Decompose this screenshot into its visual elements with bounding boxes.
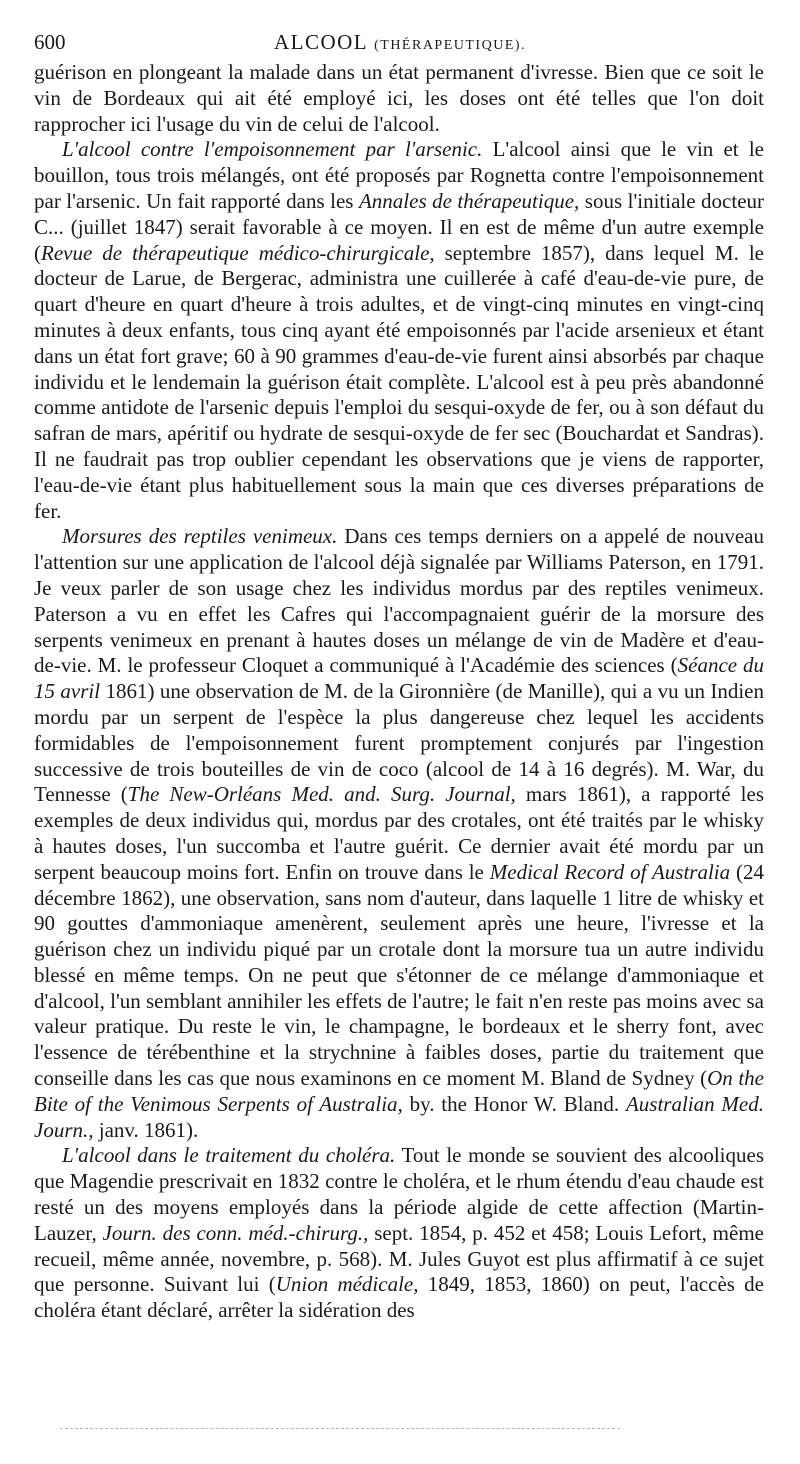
paragraph-text: L'alcool ainsi que le vin et le bouillon, tous trois mélangés, ont été proposés par Rognetta contre l'empoisonnement par l'arsenic. Un fait rapporté dans les	[34, 137, 764, 213]
paragraph-arsenic	[34, 137, 764, 524]
citation-title: Union médicale,	[275, 1272, 419, 1297]
page-header	[34, 28, 766, 56]
section-heading-venomous-bites: Morsures des reptiles venimeux.	[62, 524, 338, 549]
running-head-sub: (THÉRAPEUTIQUE).	[374, 38, 527, 53]
citation-title: Annales de thérapeutique,	[358, 188, 580, 213]
paragraph-venomous-bites	[34, 524, 764, 1143]
running-head-main: ALCOOL	[273, 30, 368, 54]
paragraph-text: mars 1861), a rapporté les exemples de deux individus qui, mordus par des crotales, ont été traités par le whisky à hautes doses, l'un succomba et l'autre guérit. Ce dernier avait été mordu par un serpent beaucoup moins fort. Enfin on trouve dans le	[34, 782, 764, 884]
paragraph-cholera	[34, 1143, 764, 1324]
footer-rule	[60, 1428, 620, 1429]
citation-title: On the Bite of the Venimous Serpents of Australia,	[34, 1066, 764, 1116]
paragraph-text: janv. 1861).	[93, 1117, 199, 1142]
citation-title: Séance du 15 avril	[34, 653, 765, 704]
body-text	[34, 60, 764, 1324]
citation-title: Journ. des conn. méd.-chirurg.,	[102, 1220, 369, 1245]
citation-title: The New-Orléans Med. and. Surg. Journal,	[127, 782, 516, 807]
page-number: 600	[34, 30, 66, 54]
paragraph-text: Dans ces temps derniers on a appelé de nouveau l'attention sur une application de l'alcool déjà signalée par Williams Paterson, en 1791. Je veux parler de son usage chez les individus mordus par des reptiles venimeux. Paterson a vu en effet les Cafres qui l'accompagnaient guérir de la morsure des serpents venimeux en prenant à hautes doses un mélange de vin de Madère et d'eau-de-vie. M. le professeur Cloquet a communiqué à l'Académie des sciences (	[34, 524, 764, 678]
citation-title: Revue de thérapeutique médico-chirurgicale,	[41, 240, 435, 265]
citation-title: Medical Record of Australia	[489, 859, 731, 884]
paragraph-continuation: guérison en plongeant la malade dans un état permanent d'ivresse. Bien que ce soit le vin de Bordeaux qui ait été employé ici, les doses ont été telles que l'on doit rapprocher ici l'usage du vin de celui de l'alcool.	[34, 60, 764, 136]
paragraph-text: septembre 1857), dans lequel M. le docteur de Larue, de Bergerac, administra une cuillerée à café d'eau-de-vie pure, de quart d'heure en quart d'heure à trois adultes, et de vingt-cinq minutes en vingt-cinq minutes à deux enfants, tous cinq ayant été empoisonnés par l'acide arsenieux et étant dans un état fort grave; 60 à 90 grammes d'eau-de-vie furent ainsi absorbés par chaque individu et le lendemain la guérison était complète. L'alcool est à peu près abandonné comme antidote de l'arsenic depuis l'emploi du sesqui-oxyde de fer, ou à son défaut du safran de mars, apéritif ou hydrate de sesqui-oxyde de fer sec (Bouchardat et Sandras). Il ne faudrait pas trop oublier cependant les observations que je viens de rapporter, l'eau-de-vie étant plus habituellement sous la main que ces diverses préparations de fer.	[34, 240, 764, 523]
paragraph-text: sous l'initiale docteur C... (juillet 1847) serait favorable à ce moyen. Il en est de même d'un autre exemple (	[34, 188, 765, 265]
paragraph-text: 1861) une observation de M. de la Gironnière (de Manille), qui a vu un Indien mordu par un serpent de l'espèce la plus dangereuse chez lequel les accidents formidables de l'empoisonnement furent promptement conjurés par l'ingestion successive de trois bouteilles de vin de coco (alcool de 14 à 16 degrés). M. War, du Tennesse (	[34, 679, 764, 807]
citation-title: Australian Med. Journ.,	[34, 1091, 764, 1142]
paragraph-text: 1849, 1853, 1860) on peut, l'accès de choléra étant déclaré, arrêter la sidération des	[34, 1272, 765, 1323]
paragraph-text: by. the Honor W. Bland.	[402, 1091, 626, 1116]
paragraph-text: sept. 1854, p. 452 et 458; Louis Lefort, même recueil, même année, novembre, p. 568). M. Jules Guyot est plus affirmatif à ce sujet que personne. Suivant lui (	[34, 1220, 764, 1297]
section-heading-cholera: L'alcool dans le traitement du choléra.	[62, 1143, 396, 1168]
paragraph-text: Tout le monde se souvient des alcooliques que Magendie prescrivait en 1832 contre le choléra, et le rhum étendu d'eau chaude est resté un des moyens employés dans la période algide de cette affection (Martin-Lauzer,	[34, 1143, 764, 1245]
paragraph-text: (24 décembre 1862), une observation, sans nom d'auteur, dans laquelle 1 litre de whisky et 90 gouttes d'ammoniaque amenèrent, seulement après une heure, l'ivresse et la guérison chez un individu piqué par un crotale dont la morsure tua un autre individu blessé en même temps. On ne peut que s'étonner de ce mélange d'ammoniaque et d'alcool, l'un semblant annihiler les effets de l'autre; le fait n'en reste pas moins avec sa valeur pratique. Du reste le vin, le champagne, le bordeaux et le sherry font, avec l'essence de térébenthine et la strychnine à faibles doses, partie du traitement que conseille dans les cas que nous examinons en ce moment M. Bland de Sydney (	[34, 859, 764, 1091]
section-heading-arsenic: L'alcool contre l'empoisonnement par l'arsenic.	[62, 137, 483, 162]
running-head	[34, 30, 766, 55]
